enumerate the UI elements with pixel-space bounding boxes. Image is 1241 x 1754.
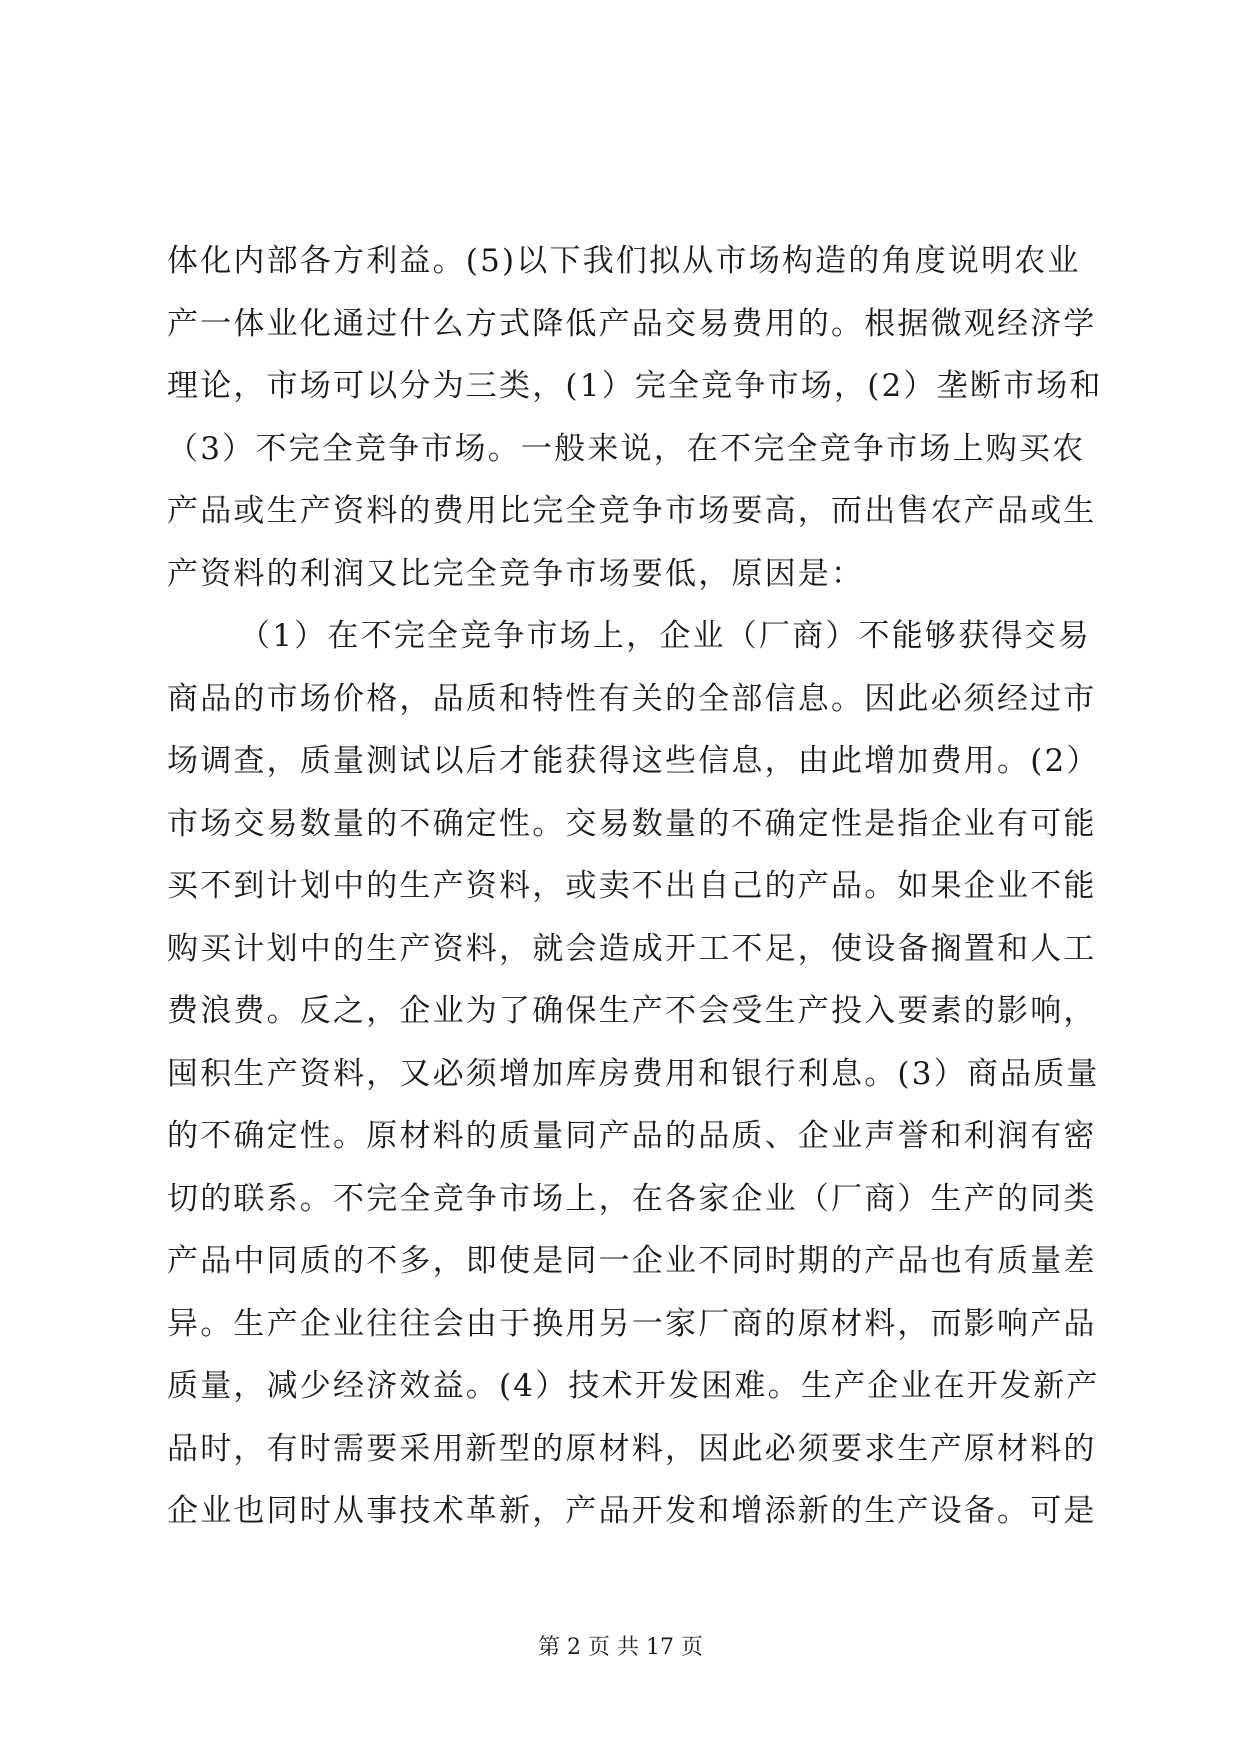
body-line: 购买计划中的生产资料，就会造成开工不足，使设备搁置和人工 bbox=[167, 930, 1097, 967]
body-text bbox=[167, 230, 1103, 1543]
body-line: 质量，减少经济效益。(4）技术开发困难。生产企业在开发新产 bbox=[167, 1368, 1100, 1404]
body-line: 理论，市场可以分为三类，(1）完全竞争市场，(2）垄断市场和 bbox=[167, 368, 1103, 404]
body-line: 场调查，质量测试以后才能获得这些信息，由此增加费用。(2） bbox=[167, 743, 1100, 779]
body-line: 企业也同时从事技术革新，产品开发和增添新的生产设备。可是 bbox=[167, 1493, 1097, 1529]
page-footer bbox=[0, 1633, 1241, 1663]
body-line: 产品或生产资料的费用比完全竞争市场要高，而出售农产品或生 bbox=[167, 493, 1097, 529]
body-line: 产一体业化通过什么方式降低产品交易费用的。根据微观经济学 bbox=[167, 305, 1097, 342]
body-line: 市场交易数量的不确定性。交易数量的不确定性是指企业有可能 bbox=[167, 805, 1097, 842]
body-line: 商品的市场价格，品质和特性有关的全部信息。因此必须经过市 bbox=[167, 680, 1097, 717]
body-line: 囤积生产资料，又必须增加库房费用和银行利息。(3）商品质量 bbox=[167, 1055, 1100, 1092]
body-line: 的不确定性。原材料的质量同产品的品质、企业声誉和利润有密 bbox=[167, 1118, 1097, 1154]
body-line: 产品中同质的不多，即使是同一企业不同时期的产品也有质量差 bbox=[167, 1243, 1097, 1279]
body-line: 体化内部各方利益。(5)以下我们拟从市场构造的角度说明农业 bbox=[167, 243, 1081, 279]
body-line: 切的联系。不完全竞争市场上，在各家企业（厂商）生产的同类 bbox=[167, 1180, 1097, 1217]
body-line: 品时，有时需要采用新型的原材料，因此必须要求生产原材料的 bbox=[167, 1430, 1097, 1467]
body-line: （3）不完全竞争市场。一般来说，在不完全竞争市场上购买农 bbox=[167, 430, 1086, 467]
page-number-label: 第 2 页 共 17 页 bbox=[538, 1635, 703, 1660]
body-line: 买不到计划中的生产资料，或卖不出自己的产品。如果企业不能 bbox=[167, 868, 1097, 904]
body-line: 异。生产企业往往会由于换用另一家厂商的原材料，而影响产品 bbox=[167, 1305, 1097, 1342]
body-line-paragraph-start: （1）在不完全竞争市场上，企业（厂商）不能够获得交易 bbox=[239, 618, 1091, 654]
body-line: 费浪费。反之，企业为了确保生产不会受生产投入要素的影响， bbox=[167, 993, 1097, 1029]
body-line: 产资料的利润又比完全竞争市场要低，原因是： bbox=[167, 555, 865, 592]
